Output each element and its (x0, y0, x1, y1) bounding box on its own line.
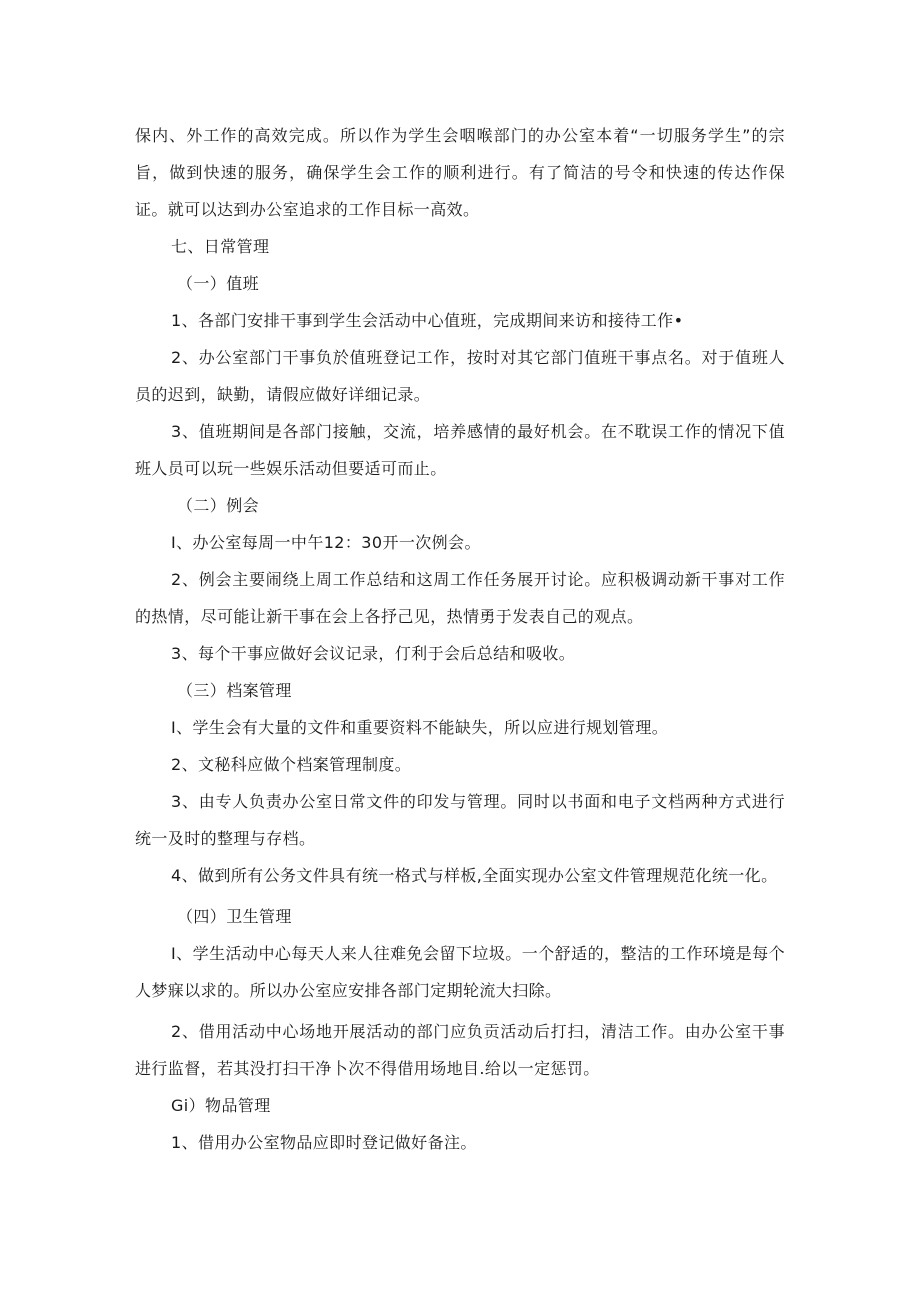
paragraph-archive-2: 2、文秘科应做个档案管理制度。 (171, 755, 412, 774)
paragraph-meeting-2: 2、例会主要闹绕上周工作总结和这周工作任务展开讨论。应积极调动新干事对工作的热情，尽可能让新干事在会上各抒己见，热情勇于发表自己的观点。 (135, 570, 785, 626)
paragraph-duty-1: 1、各部门安排干事到学生会活动中心值班，完成期间来访和接待工作• (171, 311, 684, 330)
paragraph-archive-1: I、学生会有大量的文件和重要资料不能缺失，所以应进行规划管理。 (171, 718, 669, 737)
paragraph-duty-2: 2、办公室部门干事负於值班登记工作，按时对其它部门值班干事点名。对于值班人员的迟到，缺勤，请假应做好详细记录。 (135, 348, 785, 404)
section-heading-daily-management: 七、日常管理 (171, 237, 270, 256)
paragraph-duty-3: 3、值班期间是各部门接触，交流，培养感情的最好机会。在不耽误工作的情况下值班人员可以玩一些娱乐活动但要适可而止。 (135, 422, 785, 478)
paragraph-items-1: 1、借用办公室物品应即时登记做好备注。 (171, 1133, 477, 1152)
subheading-meeting: （二）例会 (177, 496, 260, 515)
document-body (135, 117, 785, 1161)
paragraph-archive-4: 4、做到所有公务文件具有统一格式与样板,全面实现办公室文件管理规范化统一化。 (171, 866, 778, 885)
subheading-hygiene: （四）卫生管理 (177, 907, 292, 926)
paragraph-hygiene-1: I、学生活动中心每天人来人往难免会留下垃圾。一个舒适的，整洁的工作环境是每个人梦寐以求的。所以办公室应安排各部门定期轮流大扫除。 (135, 944, 785, 1000)
subheading-items: Gi）物品管理 (171, 1096, 271, 1115)
subheading-duty: （一）值班 (177, 274, 260, 293)
subheading-archive: （三）档案管理 (177, 681, 292, 700)
paragraph-archive-3: 3、由专人负责办公室日常文件的印发与管理。同时以书面和电子文档两种方式进行统一及时的整理与存档。 (135, 792, 785, 848)
paragraph-meeting-3: 3、每个干事应做好会议记录，仃利于会后总结和吸收。 (171, 644, 576, 663)
paragraph-meeting-1: I、办公室每周一中午12：30开一次例会。 (171, 533, 481, 552)
paragraph-hygiene-2: 2、借用活动中心场地开展活动的部门应负贡活动后打扫，清洁工作。由办公室干事进行监督，若其没打扫干净卜次不得借用场地目.给以一定惩罚。 (135, 1022, 785, 1078)
paragraph-intro-continued: 保内、外工作的高效完成。所以作为学生会咽喉部门的办公室本着“一切服务学生”的宗旨，做到快速的服务，确保学生会工作的顺利进行。有了简洁的号令和快速的传达作保证。就可以达到办公室追求的工作目标一高效。 (135, 126, 785, 219)
